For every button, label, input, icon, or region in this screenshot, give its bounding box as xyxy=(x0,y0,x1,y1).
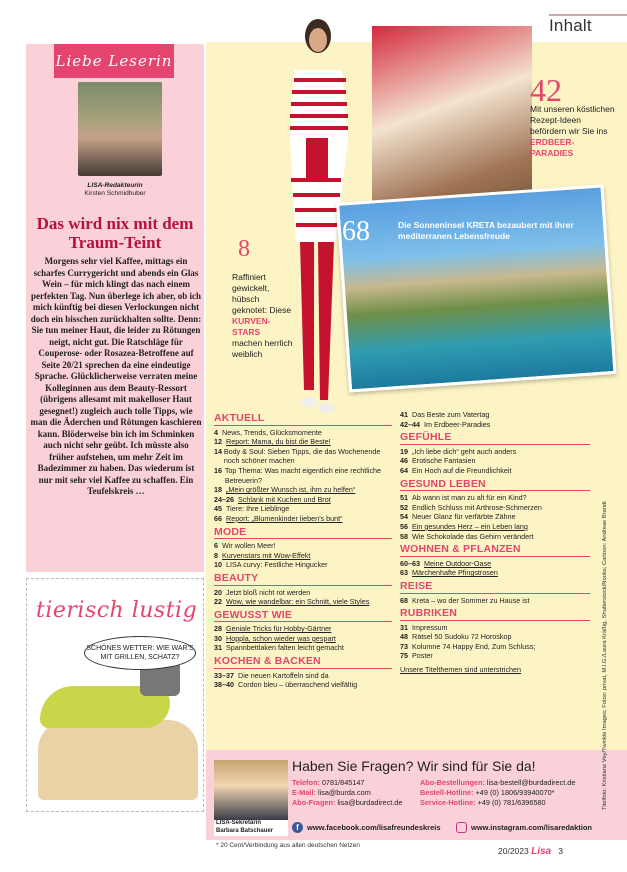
toc-entry[interactable] xyxy=(400,512,590,522)
toc-section-heading: KOCHEN & BACKEN xyxy=(214,657,392,669)
teaser-kreta-text: Die Sonneninsel KRETA bezaubert mit ihrer mediterranen Lebensfreude xyxy=(398,220,574,241)
toc-entry[interactable] xyxy=(400,456,590,466)
toc-entry-title: Märchenhafte Pfingstrosen xyxy=(412,568,498,578)
toc-entry-title: Kreta – wo der Sommer zu Hause ist xyxy=(412,595,530,605)
toc-entry[interactable] xyxy=(214,634,392,644)
footnote: * 20 Cent/Verbindung aus allen deutschen Netzen xyxy=(216,842,360,849)
toc-entry-title: „Ich liebe dich“ geht auch anders xyxy=(412,446,517,456)
toc-entry-page: 6 xyxy=(214,541,218,551)
comic-rock xyxy=(38,720,198,800)
toc-entry[interactable] xyxy=(214,514,392,524)
contact-right xyxy=(420,778,620,808)
editor-badge: Liebe Leserin xyxy=(54,44,174,78)
toc-entry-title: Poster xyxy=(412,651,433,661)
toc-entry-title: Wie Schokolade das Gehirn verändert xyxy=(412,531,534,541)
toc-entry-page: 18 xyxy=(214,485,222,495)
teaser-fashion-text xyxy=(232,272,294,360)
toc-entry-title: Schlank mit Kuchen und Brot xyxy=(238,494,331,504)
toc-entry[interactable] xyxy=(400,493,590,503)
facebook-link[interactable] xyxy=(292,822,441,833)
toc-entry-page: 10 xyxy=(214,560,222,570)
secretary-name: Barbara Batschauer xyxy=(216,827,274,834)
toc-entry-page: 20 xyxy=(214,587,222,597)
toc-entry[interactable] xyxy=(400,466,590,476)
toc-entry[interactable] xyxy=(400,420,590,430)
toc-entry[interactable] xyxy=(214,624,392,634)
toc-entry[interactable] xyxy=(214,551,392,561)
toc-entry-page: 31 xyxy=(214,643,222,653)
editor-caption xyxy=(30,182,200,198)
toc-entry-title: Report: Mama, du bist die Beste! xyxy=(226,437,331,447)
teaser-page-8: 8 xyxy=(238,236,250,262)
toc-entry[interactable] xyxy=(214,560,392,570)
toc-entry-title: Spannbettlaken falten leicht gemacht xyxy=(226,643,344,653)
contact-left xyxy=(292,778,432,808)
toc-entry-title: Rätsel 50 Sudoku 72 Horoskop xyxy=(412,632,512,642)
toc-entry[interactable] xyxy=(214,541,392,551)
toc-section-heading: RUBRIKEN xyxy=(400,609,590,621)
contact-line xyxy=(420,788,620,798)
underline-note: Unsere Titelthemen sind unterstrichen xyxy=(400,665,522,675)
toc-entry-title: Kolumne 74 Happy End, Zum Schluss; xyxy=(412,641,536,651)
toc-entry-page: 16 xyxy=(214,465,222,475)
toc-entry-title: Cordon bleu – überraschend vielfältig xyxy=(238,680,358,690)
photo-credits: Titelfoto: Kristiane Vey/Twinkle Images; Fotos: privat, M.I.G./Laura Kräßig, Shutterstock/Nooks; Cartoon: Andreas Brandt xyxy=(602,501,608,810)
toc-entry-page: 58 xyxy=(400,531,408,541)
toc-entry-page: 31 xyxy=(400,622,408,632)
toc-entry-page: 51 xyxy=(400,493,408,503)
facebook-icon: f xyxy=(292,822,303,833)
toc-entry[interactable] xyxy=(400,632,590,642)
contact-key: Service-Hotline: xyxy=(420,798,478,807)
toc-entry-page: 52 xyxy=(400,502,408,512)
contact-line xyxy=(420,798,620,808)
toc-entry-page: 46 xyxy=(400,456,408,466)
contact-value[interactable]: lisa@burda.com xyxy=(317,788,371,797)
toc-entry-title: Im Erdbeer-Paradies xyxy=(424,419,491,429)
editor-name: Kirsten Schmidhuber xyxy=(84,190,146,197)
toc-section-heading: WOHNEN & PFLANZEN xyxy=(400,545,590,557)
toc-entry-title: Report: „Blumenkinder lieben’s bunt“ xyxy=(226,513,343,523)
toc-entry-page: 19 xyxy=(400,446,408,456)
contact-value[interactable]: 0781/845147 xyxy=(321,778,365,787)
toc-entry[interactable] xyxy=(214,447,392,466)
contact-key: Telefon: xyxy=(292,778,322,787)
toc-entry-title: Impressum xyxy=(412,622,448,632)
toc-entry-title: Wow, wie wandelbar: ein Schnitt, viele Styles xyxy=(226,597,370,607)
toc-entry-title: „Mein größter Wunsch ist, ihm zu helfen“ xyxy=(226,485,356,495)
toc-entry[interactable] xyxy=(214,495,392,505)
toc-entry-page: 24–26 xyxy=(214,494,234,504)
toc-entry-page: 14 xyxy=(214,446,222,456)
toc-entry-title: Ab wann ist man zu alt für ein Kind? xyxy=(412,493,527,503)
toc-entry-page: 38–40 xyxy=(214,680,234,690)
toc-entry-page: 45 xyxy=(214,504,222,514)
comic-speech-bubble: SCHÖNES WETTER: WIE WAR'S MIT GRILLEN, SCHATZ? xyxy=(84,636,196,670)
toc-section-heading: REISE xyxy=(400,582,590,594)
editor-letter: Morgens sehr viel Kaffee, mittags ein scharfes Currygericht und abends ein Glas Wein – für mich klingt das nach einem perfekten Tag. Nun überlege ich aber, ob ich mich künftig bei diesen Verlockungen nicht doch ein bisschen zurückhalten sollte. Denn: Sie tun meiner Haut, die leider zu Rötungen neigt, nicht gut. Die Ratschläge für Couperose- oder Rosazea-Betroffene auf Seite 20/21 sprechen da eine eindeutige Sprache. Glücklicherweise verraten meine Kolleginnen aus dem Beauty-Ressort (übrigens allesamt mit makelloser Haut gesegnet!) zugleich auch tolle Tipps, wie man die Äderchen und Rötungen kaschieren kann. Blöderweise bin ich im Schminken auch nicht sehr geübt. Ich müsste also früher aufstehen, um mehr Zeit im Badezimmer zu haben. Das wiederum ist nur mit sehr viel Kaffee zu schaffen. Ein Teufelskreis … xyxy=(30,256,202,496)
instagram-icon xyxy=(456,822,467,833)
toc-entry-page: 41 xyxy=(400,410,408,419)
toc-section-heading: GEFÜHLE xyxy=(400,433,590,445)
secretary-photo xyxy=(214,760,288,824)
toc-entry-title: Ein gesundes Herz – ein Leben lang xyxy=(412,521,528,531)
contact-value[interactable]: +49 (0) 1806/93940070* xyxy=(475,788,555,797)
teaser-dessert-text xyxy=(530,104,616,159)
toc-entry-title: Das Beste zum Vatertag xyxy=(412,410,490,419)
editor-headline: Das wird nix mit dem Traum-Teint xyxy=(36,214,194,252)
toc-entry[interactable] xyxy=(400,410,590,420)
toc-entry-title: Endlich Schluss mit Arthrose-Schmerzen xyxy=(412,502,542,512)
toc-entry[interactable] xyxy=(400,596,590,606)
toc-entry-page: 12 xyxy=(214,437,222,447)
toc-left-column xyxy=(214,410,392,690)
toc-entry-page: 63 xyxy=(400,568,408,578)
secretary-caption xyxy=(214,820,288,836)
toc-entry-page: 48 xyxy=(400,632,408,642)
teaser-fashion-highlight: KURVEN-STARS xyxy=(232,316,271,337)
issue: 20/2023 xyxy=(498,846,529,856)
toc-entry-page: 60–63 xyxy=(400,558,420,568)
contact-line xyxy=(292,788,432,798)
toc-entry-title: Body & Soul: Sieben Tipps, die das Wochenende noch schöner machen xyxy=(223,446,381,466)
secretary-role: LISA-Sekretärin xyxy=(216,820,262,826)
toc-entry[interactable] xyxy=(214,428,392,438)
toc-right-column xyxy=(400,410,590,675)
contact-key: Abo-Bestellungen: xyxy=(420,778,487,787)
comic-title: tierisch lustig xyxy=(36,598,198,623)
teaser-dessert-highlight: ERDBEER-PARADIES xyxy=(530,137,575,158)
teaser-fashion-copy: Raffiniert gewickelt, hübsch geknotet: Diese xyxy=(232,272,292,315)
teaser-fashion-copy-2: machen herrlich weiblich xyxy=(232,338,293,359)
page-number: 3 xyxy=(558,846,563,856)
page-footer xyxy=(498,846,563,857)
facebook-url: www.facebook.com/lisafreundeskreis xyxy=(307,823,441,832)
toc-entry-title: Meine Outdoor-Oase xyxy=(424,558,492,568)
toc-entry-title: Kurvenstars mit Wow-Effekt xyxy=(222,550,311,560)
contact-key: Abo-Fragen: xyxy=(292,798,338,807)
toc-entry[interactable] xyxy=(214,437,392,447)
toc-entry-title: Jetzt bloß nicht rot werden xyxy=(226,587,311,597)
toc-entry-title: Hoppla, schon wieder was gespart xyxy=(226,633,336,643)
dessert-image xyxy=(372,26,532,204)
toc-entry[interactable] xyxy=(400,503,590,513)
toc-entry[interactable] xyxy=(214,597,392,607)
brand-logo: Lisa xyxy=(531,846,552,857)
toc-entry-title: Geniale Tricks für Hobby-Gärtner xyxy=(226,624,332,634)
editor-role: LISA-Redakteurin xyxy=(87,182,143,189)
toc-entry-title: Ein Hoch auf die Freundlichkeit xyxy=(412,465,512,475)
contact-key: Bestell-Hotline: xyxy=(420,788,476,797)
contact-value[interactable]: +49 (0) 781/6396580 xyxy=(477,798,546,807)
toc-entry-page: 54 xyxy=(400,512,408,522)
toc-entry-page: 66 xyxy=(214,513,222,523)
editor-portrait xyxy=(78,82,162,176)
section-header-label: Inhalt xyxy=(549,16,592,35)
toc-entry[interactable] xyxy=(400,623,590,633)
toc-entry-page: 68 xyxy=(400,595,408,605)
toc-entry[interactable] xyxy=(400,522,590,532)
contact-key: E-Mail: xyxy=(292,788,318,797)
teaser-page-68: 68 xyxy=(342,216,370,247)
toc-entry-title: Erotische Fantasien xyxy=(412,456,476,466)
instagram-link[interactable] xyxy=(456,822,592,833)
toc-entry-page: 30 xyxy=(214,633,222,643)
contact-value[interactable]: lisa@burdadirect.de xyxy=(337,798,403,807)
instagram-url: www.instagram.com/lisaredaktion xyxy=(471,823,593,832)
toc-entry-page: 73 xyxy=(400,641,408,651)
toc-entry-title: LISA curvy: Festliche Hingucker xyxy=(226,560,328,570)
toc-section-heading: MODE xyxy=(214,528,392,540)
section-header xyxy=(549,14,627,40)
toc-entry-page: 64 xyxy=(400,465,408,475)
contact-line xyxy=(292,778,432,788)
toc-entry[interactable] xyxy=(400,447,590,457)
teaser-page-42: 42 xyxy=(530,72,562,108)
toc-entry-title: Tiere: Ihre Lieblinge xyxy=(226,504,290,514)
toc-entry-page: 42–44 xyxy=(400,419,420,429)
toc-entry-title: Top Thema: Was macht eigentlich eine rechtliche Betreuerin? xyxy=(224,465,382,485)
contact-line xyxy=(292,798,432,808)
contact-value[interactable]: lisa-bestell@burdadirect.de xyxy=(486,778,576,787)
toc-entry-page: 33–37 xyxy=(214,670,234,680)
toc-entry-title: Neuer Glanz für verfärbte Zähne xyxy=(412,512,516,522)
kreta-image xyxy=(336,184,617,392)
teaser-dessert-copy: Mit unseren köstlichen Rezept-Ideen befördern wir Sie ins xyxy=(530,104,615,136)
toc-entry[interactable] xyxy=(214,504,392,514)
toc-section-heading: AKTUELL xyxy=(214,414,392,426)
toc-entry-title: News, Trends, Glücksmomente xyxy=(222,427,322,437)
toc-entry[interactable] xyxy=(400,568,590,578)
toc-entry-title: Wir wollen Meer! xyxy=(222,541,276,551)
toc-entry[interactable] xyxy=(214,680,392,690)
toc-entry[interactable] xyxy=(214,485,392,495)
toc-entry-page: 8 xyxy=(214,550,218,560)
toc-entry[interactable] xyxy=(214,466,392,485)
toc-entry[interactable] xyxy=(400,532,590,542)
toc-entry[interactable] xyxy=(214,671,392,681)
toc-entry-page: 75 xyxy=(400,651,408,661)
toc-section-heading: GEWUSST WIE xyxy=(214,611,392,623)
toc-section-heading: BEAUTY xyxy=(214,574,392,586)
contact-line xyxy=(420,778,620,788)
toc-entry[interactable] xyxy=(400,559,590,569)
toc-entry-page: 22 xyxy=(214,597,222,607)
toc-section-heading: GESUND LEBEN xyxy=(400,480,590,492)
toc-entry-title: Die neuen Kartoffeln sind da xyxy=(238,670,329,680)
toc-entry-page: 4 xyxy=(214,427,218,437)
contact-title: Haben Sie Fragen? Wir sind für Sie da! xyxy=(292,758,536,774)
toc-entry[interactable] xyxy=(400,642,590,652)
toc-entry[interactable] xyxy=(214,643,392,653)
toc-entry[interactable] xyxy=(214,588,392,598)
toc-entry-page: 56 xyxy=(400,521,408,531)
toc-entry-page: 28 xyxy=(214,624,222,634)
toc-entry[interactable] xyxy=(400,651,590,661)
